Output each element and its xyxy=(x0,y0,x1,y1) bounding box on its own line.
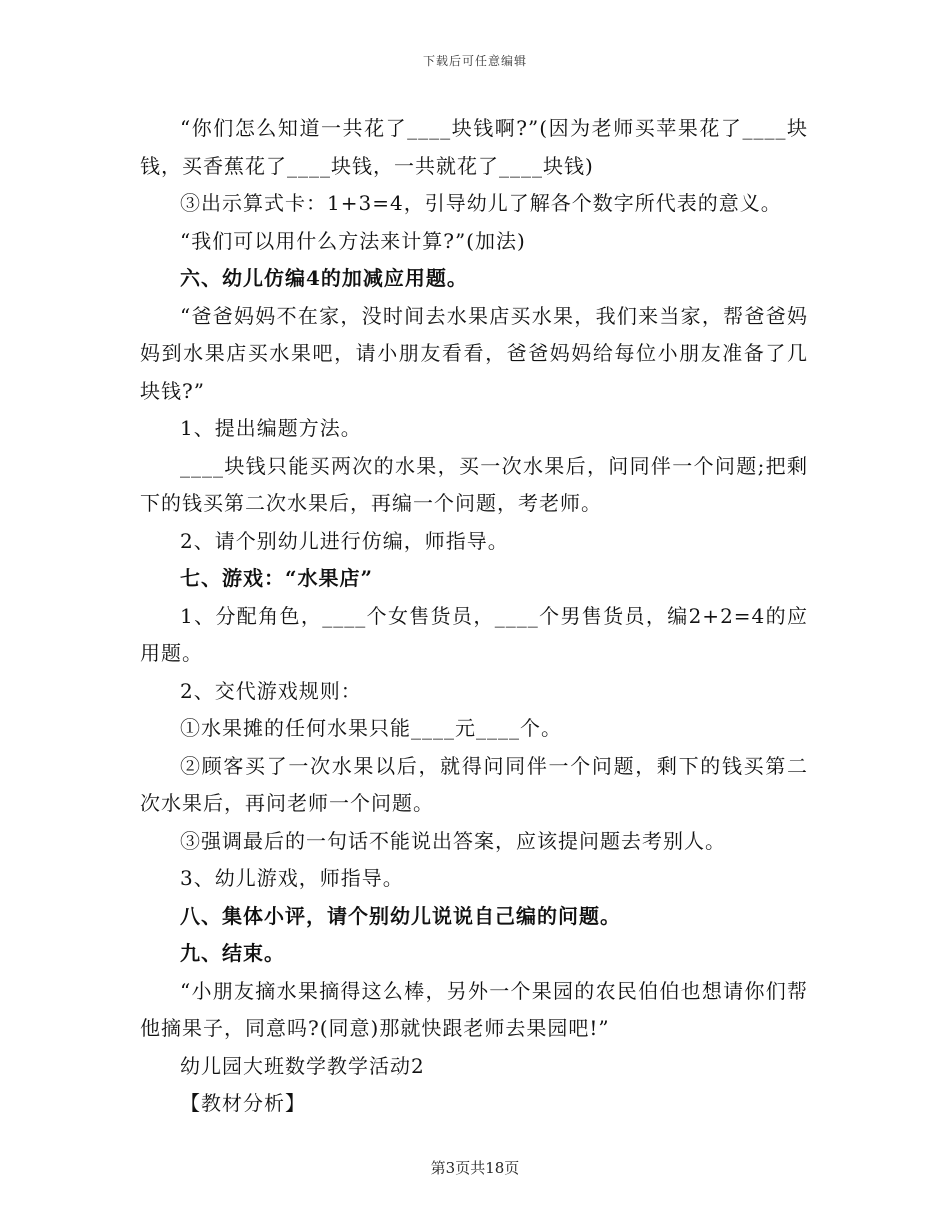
paragraph: ②顾客买了一次水果以后，就得问同伴一个问题，剩下的钱买第二次水果后，再问老师一个问题。 xyxy=(140,753,808,815)
paragraph: 1、提出编题方法。 xyxy=(180,416,362,440)
section-heading: 九、结束。 xyxy=(180,941,285,965)
paragraph: ①水果摊的任何水果只能____元____个。 xyxy=(180,716,562,740)
section-heading: 七、游戏：“水果店” xyxy=(180,566,374,590)
paragraph: “我们可以用什么方法来计算?”(加法) xyxy=(180,228,526,253)
paragraph: ③强调最后的一句话不能说出答案，应该提问题去考别人。 xyxy=(180,828,726,853)
section-heading: 六、幼儿仿编4的加减应用题。 xyxy=(180,266,468,290)
paragraph: 【教材分析】 xyxy=(180,1091,306,1115)
paragraph: 2、请个别幼儿进行仿编，师指导。 xyxy=(180,528,509,553)
page-header: 下载后可任意编辑 xyxy=(422,54,527,68)
page-footer: 第3页共18页 xyxy=(430,1159,520,1177)
paragraph: ③出示算式卡：1+3=4，引导幼儿了解各个数字所代表的意义。 xyxy=(180,191,782,215)
section-heading: 八、集体小评，请个别幼儿说说自己编的问题。 xyxy=(180,903,621,928)
paragraph: “你们怎么知道一共花了____块钱啊?”(因为老师买苹果花了____块钱，买香蕉花了____块钱，一共就花了____块钱) xyxy=(140,116,808,178)
document-body xyxy=(140,110,808,1123)
paragraph: 3、幼儿游戏，师指导。 xyxy=(180,866,404,890)
paragraph: 2、交代游戏规则： xyxy=(180,678,362,703)
paragraph: 1、分配角色，____个女售货员，____个男售货员，编2+2=4的应用题。 xyxy=(140,603,808,665)
paragraph: 幼儿园大班数学教学活动2 xyxy=(180,1053,425,1078)
paragraph: ____块钱只能买两次的水果，买一次水果后，问同伴一个问题;把剩下的钱买第二次水果后，再编一个问题，考老师。 xyxy=(140,453,808,515)
paragraph: “小朋友摘水果摘得这么棒，另外一个果园的农民伯伯也想请你们帮他摘果子，同意吗?(同意)那就快跟老师去果园吧!” xyxy=(140,978,808,1040)
paragraph: “爸爸妈妈不在家，没时间去水果店买水果，我们来当家，帮爸爸妈妈到水果店买水果吧，请小朋友看看，爸爸妈妈给每位小朋友准备了几块钱?” xyxy=(140,303,808,403)
